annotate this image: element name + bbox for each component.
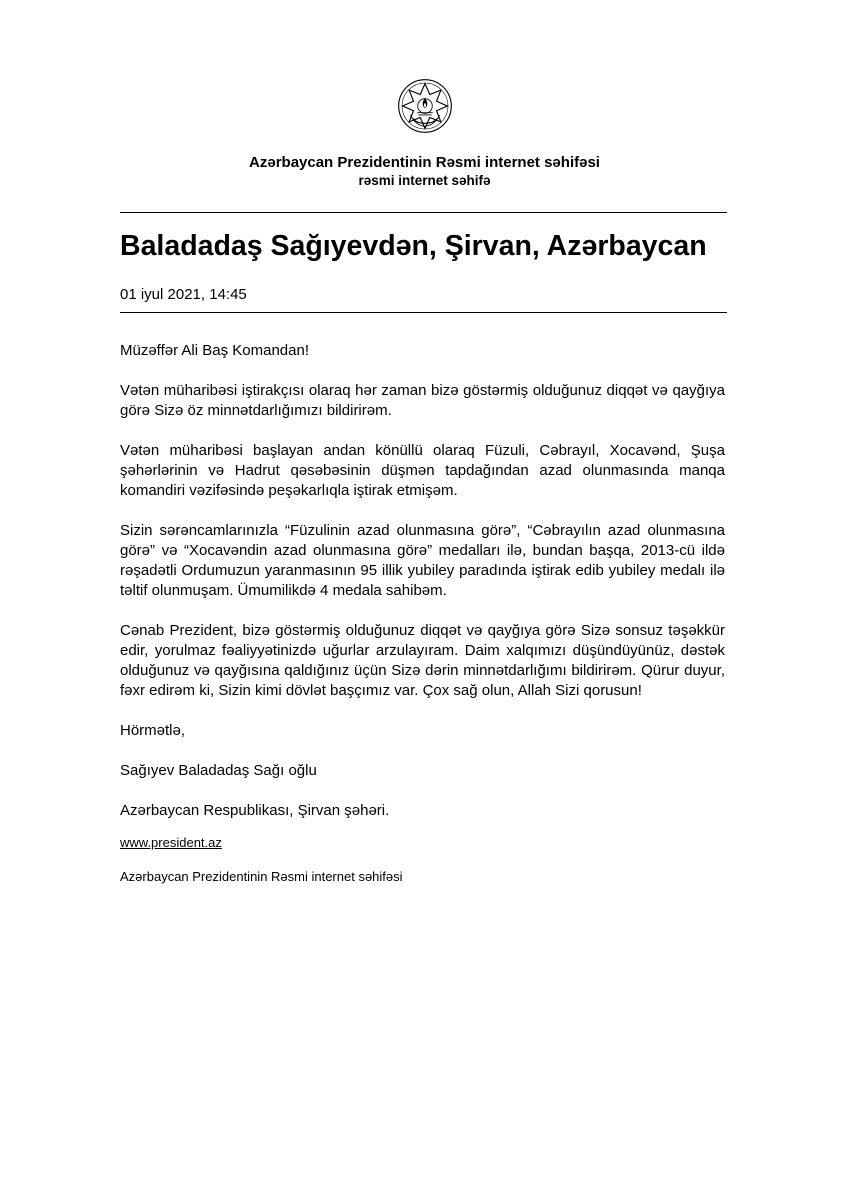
- signature-location: Azərbaycan Respublikası, Şirvan şəhəri.: [120, 802, 390, 819]
- body-paragraph: Sizin sərəncamlarınızla “Füzulinin azad olunmasına görə”, “Cəbrayılın azad olunmasına görə” və “Xocavəndin azad olunmasına görə” medalları ilə, bundan başqa, 2013-cü ildə rəşadətli Ordumuzun yaranmasının 95 illik yubiley paradında iştirak edib yubiley medalı ilə təltif olunmuşam. Ümumilikdə 4 medala sahibəm.: [120, 522, 725, 599]
- closing: Hörmətlə,: [120, 722, 186, 739]
- signature-name: Sağıyev Baladadaş Sağı oğlu: [120, 762, 317, 779]
- azerbaijan-state-emblem-icon: [397, 78, 453, 134]
- body-paragraph: Vətən müharibəsi başlayan andan könüllü olaraq Füzuli, Cəbrayıl, Xocavənd, Şuşa şəhərlərinin və Hadrut qəsəbəsinin düşmən tapdağından azad olunmasında manqa komandiri vəzifəsində peşəkarlıqla iştirak etmişəm.: [120, 442, 725, 499]
- body-paragraph: Cənab Prezident, bizə göstərmiş olduğunuz diqqət və qayğıya görə Sizə sonsuz təşəkkür edir, yorulmaz fəaliyyətinizdə uğurlar arzulayıram. Daim xalqımızı düşündüyünüz, dəstək olduğunuz və qayğısına qaldığınız üçün Sizə dərin minnətdarlığımı bildirirəm. Qürur duyur, fəxr edirəm ki, Sizin kimi dövlət başçımız var. Çox sağ olun, Allah Sizi qorusun!: [120, 622, 725, 699]
- article-date: 01 iyul 2021, 14:45: [120, 286, 247, 303]
- footer-link[interactable]: www.president.az: [120, 835, 222, 850]
- page-footer: [120, 835, 403, 885]
- site-subtitle: rəsmi internet səhifə: [358, 173, 491, 188]
- top-divider: [120, 212, 727, 213]
- body-paragraph: Vətən müharibəsi iştirakçısı olaraq hər zaman bizə göstərmiş olduğunuz diqqət və qayğıya görə Sizə öz minnətdarlığımızı bildirirəm.: [120, 382, 725, 419]
- site-title: Azərbaycan Prezidentinin Rəsmi internet səhifəsi: [249, 154, 600, 171]
- footer-text: Azərbaycan Prezidentinin Rəsmi internet səhifəsi: [120, 869, 403, 884]
- site-header: [0, 154, 849, 190]
- title-divider: [120, 312, 727, 313]
- article-title: Baladadaş Sağıyevdən, Şirvan, Azərbaycan: [120, 230, 707, 262]
- article-body: [120, 341, 725, 841]
- greeting: Müzəffər Ali Baş Komandan!: [120, 342, 309, 359]
